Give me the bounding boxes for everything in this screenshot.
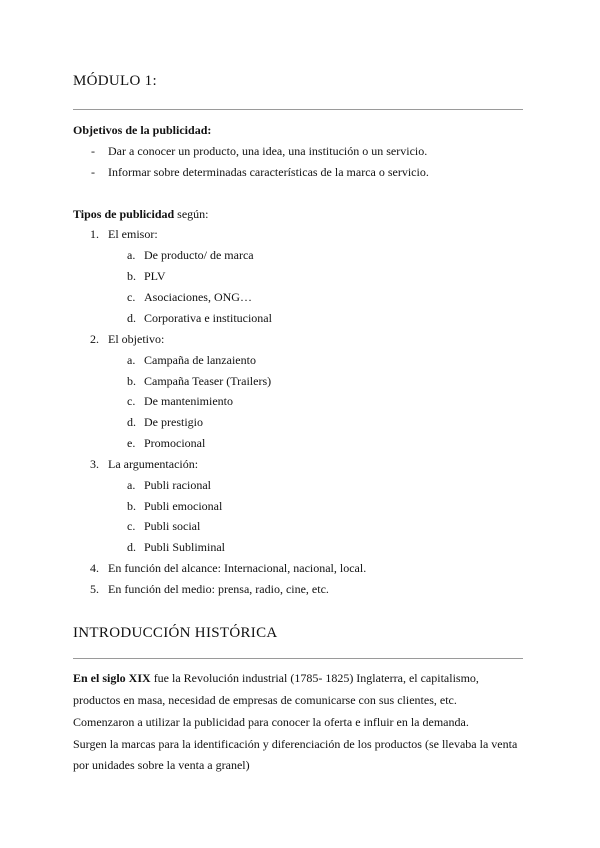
- sublist-item: Publi Subliminal: [144, 540, 226, 554]
- sublist-item: Publi social: [144, 519, 201, 533]
- sublist-letter: a.: [127, 353, 136, 367]
- sublist-letter: b.: [127, 269, 136, 283]
- sublist-letter: b.: [127, 374, 136, 388]
- sublist-letter: c.: [127, 394, 136, 408]
- list-item: El objetivo:: [108, 332, 165, 346]
- list-number: 4.: [90, 561, 99, 575]
- sublist-letter: e.: [127, 436, 136, 450]
- sublist-letter: d.: [127, 311, 136, 325]
- list-item: En función del alcance: Internacional, nacional, local.: [108, 561, 367, 575]
- sublist-letter: b.: [127, 499, 136, 513]
- list-number: 3.: [90, 457, 99, 471]
- sublist-item: Campaña de lanzaiento: [144, 353, 256, 367]
- sublist-item: Publi emocional: [144, 499, 223, 513]
- sublist-item: De producto/ de marca: [144, 248, 254, 262]
- history-paragraph-2: Comenzaron a utilizar la publicidad para conocer la oferta e influir en la demanda.: [73, 715, 469, 729]
- sublist-item: De mantenimiento: [144, 394, 233, 408]
- history-paragraph-1: En el siglo XIX fue la Revolución industrial (1785- 1825) Inglaterra, el capitalismo,: [73, 671, 479, 685]
- history-divider: [73, 658, 523, 659]
- history-paragraph-3: Surgen la marcas para la identificación y diferenciación de los productos (se llevaba la venta: [73, 737, 518, 751]
- list-number: 2.: [90, 332, 99, 346]
- heading-divider: [73, 109, 523, 110]
- objective-bullet: -: [91, 165, 95, 179]
- objectives-title: Objetivos de la publicidad:: [73, 123, 212, 137]
- list-item: En función del medio: prensa, radio, cine, etc.: [108, 582, 329, 596]
- sublist-letter: c.: [127, 519, 136, 533]
- objective-bullet: -: [91, 144, 95, 158]
- history-paragraph-1-cont: productos en masa, necesidad de empresas de comunicarse con sus clientes, etc.: [73, 693, 457, 707]
- sublist-item: PLV: [144, 269, 166, 283]
- sublist-item: Campaña Teaser (Trailers): [144, 374, 272, 388]
- sublist-letter: d.: [127, 415, 136, 429]
- history-heading: INTRODUCCIÓN HISTÓRICA: [73, 625, 278, 641]
- sublist-letter: c.: [127, 290, 136, 304]
- objective-item: Dar a conocer un producto, una idea, una institución o un servicio.: [108, 144, 428, 158]
- sublist-letter: a.: [127, 248, 136, 262]
- sublist-letter: a.: [127, 478, 136, 492]
- sublist-item: Corporativa e institucional: [144, 311, 272, 325]
- sublist-item: Asociaciones, ONG…: [144, 290, 252, 304]
- sublist-item: Promocional: [144, 436, 206, 450]
- sublist-item: De prestigio: [144, 415, 203, 429]
- list-number: 1.: [90, 227, 99, 241]
- module-heading: MÓDULO 1:: [73, 73, 157, 89]
- sublist-letter: d.: [127, 540, 136, 554]
- objective-item: Informar sobre determinadas características de la marca o servicio.: [108, 165, 429, 179]
- list-number: 5.: [90, 582, 99, 596]
- sublist-item: Publi racional: [144, 478, 211, 492]
- history-paragraph-3-cont: por unidades sobre la venta a granel): [73, 758, 250, 772]
- list-item: El emisor:: [108, 227, 158, 241]
- types-title: Tipos de publicidad según:: [73, 207, 209, 221]
- list-item: La argumentación:: [108, 457, 199, 471]
